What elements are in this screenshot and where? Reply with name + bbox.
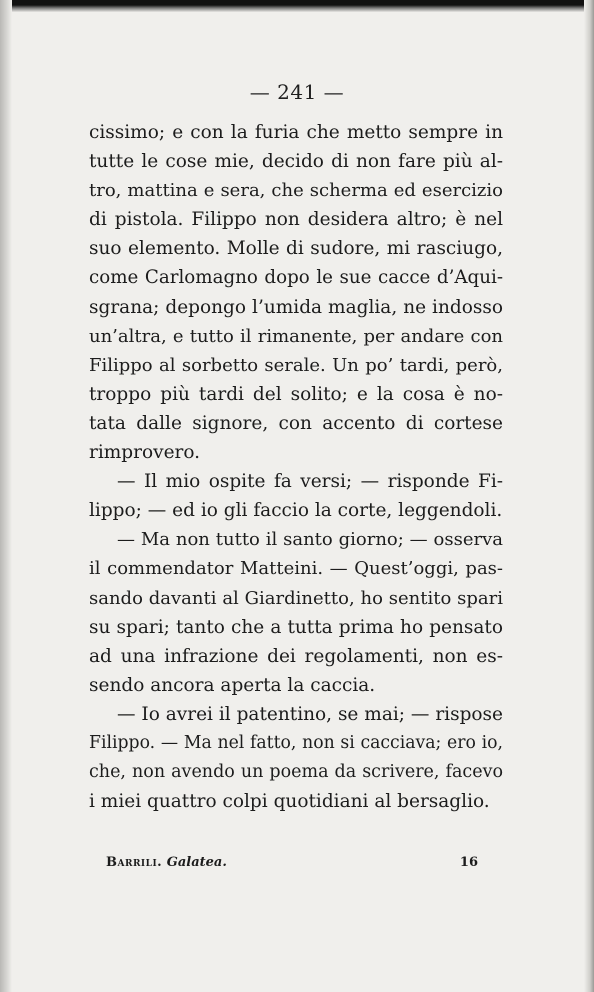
page-top-edge xyxy=(0,0,594,12)
text-line: che, non avendo un poema da scrivere, facevo xyxy=(89,762,503,783)
text-line: Filippo. — Ma nel fatto, non si cacciava; ero io, xyxy=(89,732,503,753)
text-line: di pistola. Filippo non desidera altro; è nel xyxy=(89,209,503,231)
text-line: tutte le cose mie, decido di non fare più al- xyxy=(89,151,503,173)
text-line: come Carlomagno dopo le sue cacce d’Aqui- xyxy=(89,267,503,289)
text-line: — Ma non tutto il santo giorno; — osserva xyxy=(117,529,503,551)
page-number: — 241 — xyxy=(249,80,345,104)
text-line: cissimo; e con la furia che metto sempre in xyxy=(89,122,503,143)
text-line: tro, mattina e sera, che scherma ed esercizio xyxy=(89,180,503,202)
text-line: i miei quattro colpi quotidiani al bersaglio. xyxy=(89,791,490,813)
text-line: un’altra, e tutto il rimanente, per andare con xyxy=(89,325,503,347)
text-line: tata dalle signore, con accento di cortese xyxy=(89,412,503,434)
text-line: sando davanti al Giardinetto, ho sentito spari xyxy=(89,587,503,609)
page-left-edge xyxy=(0,0,12,992)
text-line: sgrana; depongo l’umida maglia, ne indosso xyxy=(89,296,503,318)
signature-mark: 16 xyxy=(459,855,478,870)
text-line: ad una infrazione dei regolamenti, non es- xyxy=(89,645,503,667)
body-text xyxy=(89,118,503,816)
footer-attribution xyxy=(106,855,227,870)
text-line: lippo; — ed io gli faccio la corte, leggendoli. xyxy=(89,500,503,522)
footer-title: Galatea. xyxy=(166,855,227,870)
text-line: — Io avrei il patentino, se mai; — rispose xyxy=(117,703,503,725)
text-line: — Il mio ospite fa versi; — risponde Fi- xyxy=(117,471,503,493)
text-line: Filippo al sorbetto serale. Un po’ tardi, però, xyxy=(89,354,503,376)
footer-author: Barrili. xyxy=(106,855,163,870)
text-line: troppo più tardi del solito; e la cosa è no- xyxy=(89,383,503,405)
text-line: suo elemento. Molle di sudore, mi rasciugo, xyxy=(89,238,503,260)
text-line: il commendator Matteini. — Quest’oggi, pas- xyxy=(89,558,503,580)
page-right-edge xyxy=(584,0,594,992)
text-line: rimprovero. xyxy=(89,442,201,464)
text-line: sendo ancora aperta la caccia. xyxy=(89,674,376,696)
text-line: su spari; tanto che a tutta prima ho pensato xyxy=(89,616,503,638)
